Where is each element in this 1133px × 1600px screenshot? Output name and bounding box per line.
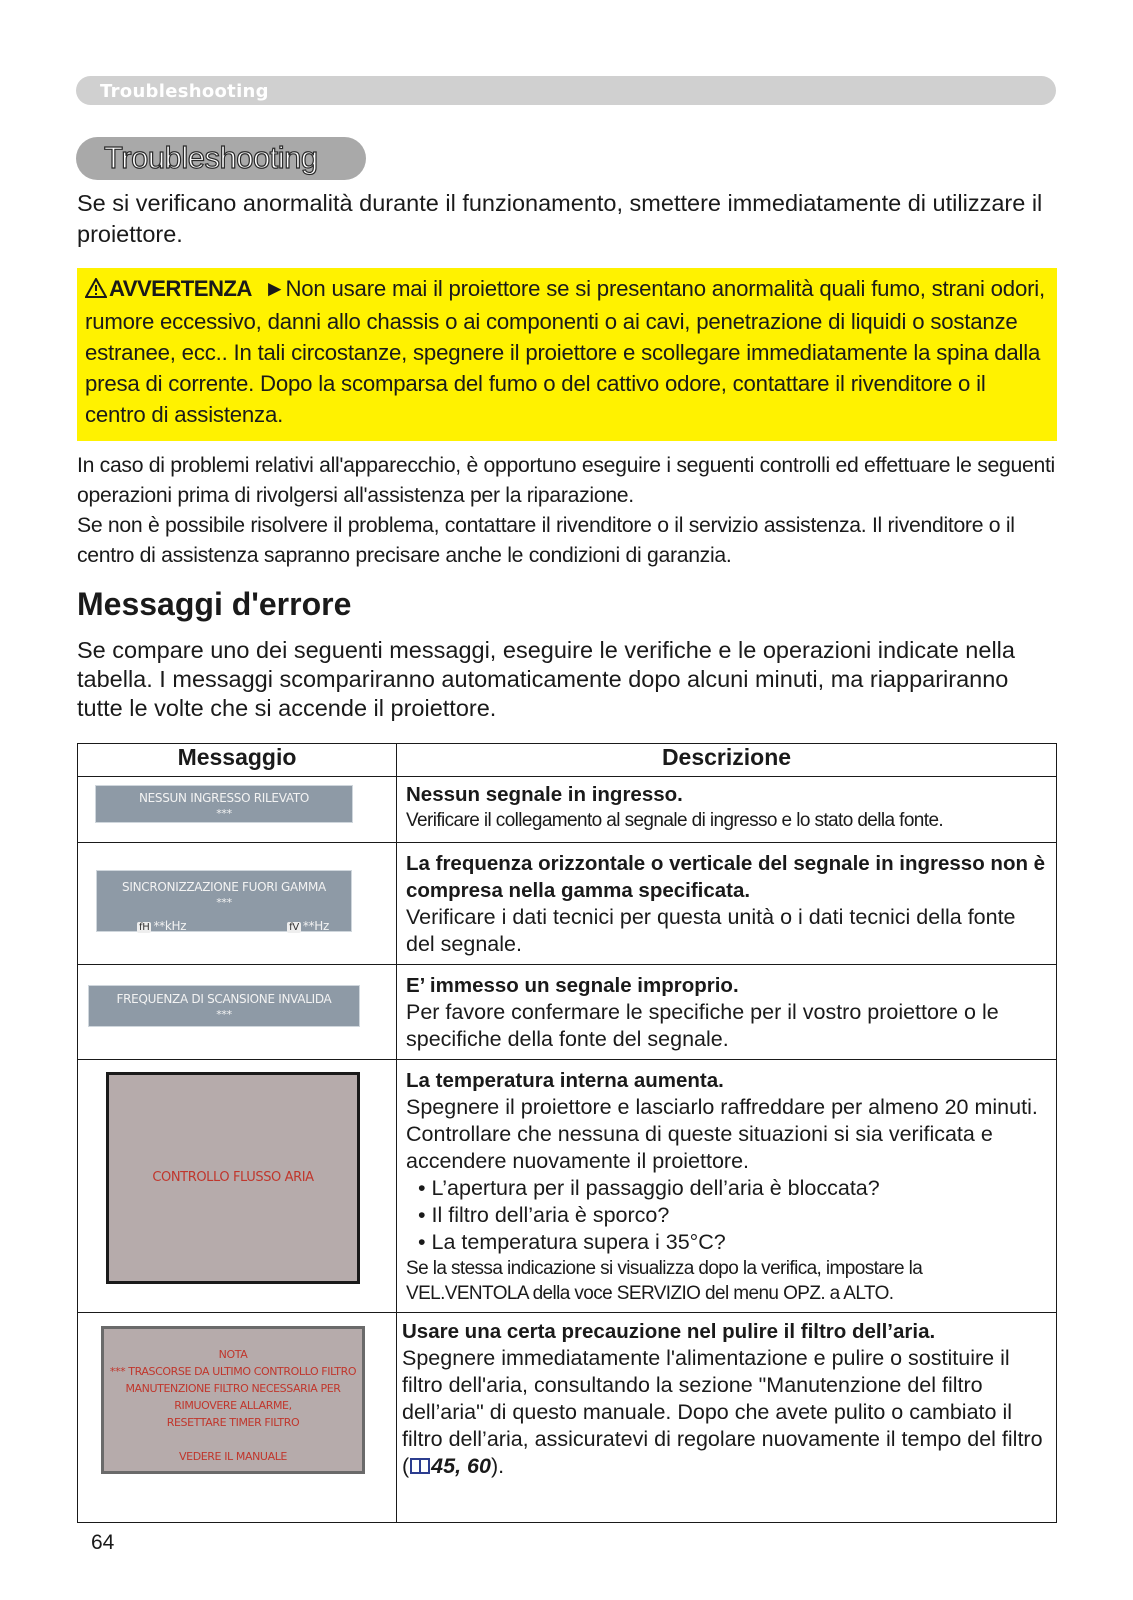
- osd-stars: ***: [216, 896, 232, 909]
- message-image-cell: [78, 843, 397, 965]
- description-title: Usare una certa precauzione nel pulire il filtro dell’aria.: [402, 1320, 936, 1343]
- description-body: Spegnere immediatamente l'alimentazione e pulire o sostituire il filtro dell'aria, consultando la sezione "Manutenzione del filtro dell’aria" di questo manuale. Dopo che avete pulito o cambiato il filtro dell’aria, assicuratevi di regolare nuovamente il tempo del filtro: [402, 1346, 1043, 1451]
- info-paragraph-2: Se non è possibile risolvere il problema, contattare il rivenditore o il servizio assistenza. Il rivenditore o il centro di assistenza sapranno precisare anche le condizioni di garanzia.: [77, 514, 1015, 567]
- page-number: 64: [91, 1531, 115, 1554]
- description-cell: [397, 777, 1057, 843]
- message-image-cell: [78, 1313, 397, 1523]
- description-cell: [397, 1060, 1057, 1313]
- description-text: [402, 1345, 1048, 1483]
- error-messages-table: [77, 743, 1057, 1523]
- description-title: E’ immesso un segnale improprio.: [406, 974, 739, 997]
- reference-pages: 45, 60: [431, 1454, 491, 1478]
- osd-text: SINCRONIZZAZIONE FUORI GAMMA: [122, 880, 326, 894]
- description-cell: [397, 965, 1057, 1060]
- description-title: La temperatura interna aumenta.: [406, 1069, 724, 1092]
- fv-badge: fV: [289, 922, 299, 933]
- description-text: Verificare i dati tecnici per questa unità o i dati tecnici della fonte del segnale.: [406, 905, 1016, 956]
- column-header-description: Descrizione: [397, 744, 1057, 777]
- table-row: [78, 843, 1057, 965]
- message-image-cell: [78, 1060, 397, 1313]
- message-image-cell: [78, 965, 397, 1060]
- osd-message-invalid-scan-frequency: [88, 985, 360, 1027]
- description-cell: [397, 1313, 1057, 1523]
- bullet-item: • L’apertura per il passaggio dell’aria è bloccata?: [418, 1176, 880, 1200]
- warning-icon: [85, 275, 107, 306]
- osd-line: *** TRASCORSE DA ULTIMO CONTROLLO FILTRO: [109, 1365, 357, 1378]
- book-icon: [409, 1456, 431, 1483]
- osd-line: RESETTARE TIMER FILTRO: [166, 1416, 300, 1429]
- table-row: [78, 1313, 1057, 1523]
- osd-fh: [137, 919, 186, 933]
- fv-value: **Hz: [302, 919, 329, 933]
- osd-line: [104, 1431, 362, 1448]
- bullet-item: • Il filtro dell’aria è sporco?: [418, 1203, 670, 1227]
- osd-text: NESSUN INGRESSO RILEVATO: [138, 791, 310, 805]
- table-row: [78, 965, 1057, 1060]
- description-text: Spegnere il proiettore e lasciarlo raffreddare per almeno 20 minuti. Controllare che nessuna di queste situazioni si sia verificata e accendere nuovamente il proiettore.: [406, 1095, 1038, 1173]
- reference: [402, 1454, 504, 1478]
- section-heading: Messaggi d'errore: [77, 586, 352, 622]
- table-header-row: [78, 744, 1057, 777]
- description-title: Nessun segnale in ingresso.: [406, 783, 683, 806]
- description-text: Verificare il collegamento al segnale di ingresso e lo stato della fonte.: [406, 810, 944, 831]
- description-cell: [397, 843, 1057, 965]
- table-row: [78, 1060, 1057, 1313]
- osd-stars: ***: [216, 807, 232, 820]
- osd-line: VEDERE IL MANUALE: [179, 1450, 287, 1463]
- ref-open: (: [402, 1454, 410, 1478]
- header-section-label: Troubleshooting: [100, 81, 269, 102]
- warning-box: [77, 268, 1057, 441]
- osd-text: CONTROLLO FLUSSO ARIA: [152, 1170, 314, 1185]
- warning-text: Non usare mai il proiettore se si presentano anormalità quali fumo, strani odori, rumore eccessivo, danni allo chassis o ai componenti o ai cavi, penetrazione di liquidi o sostanze estranee, ecc.. In tali circostanze, spegnere il proiettore e scollegare immediatamente la spina dalla presa di corrente. Dopo la scomparsa del fumo o del cattivo odore, contattare il rivenditore o il centro di assistenza.: [85, 276, 1045, 427]
- osd-message-filter-note: [101, 1326, 365, 1474]
- fh-value: **kHz: [153, 919, 187, 933]
- title-pill: [76, 137, 366, 180]
- osd-line: NOTA: [218, 1348, 248, 1361]
- header-bar: [76, 76, 1056, 105]
- osd-message-airflow: [106, 1072, 360, 1284]
- description-text: Per favore confermare le specifiche per il vostro proiettore o le specifiche della fonte del segnale.: [406, 1000, 999, 1051]
- ref-close: ).: [490, 1454, 505, 1478]
- osd-message-no-input: [95, 785, 353, 823]
- section-intro: Se compare uno dei seguenti messaggi, eseguire le verifiche e le operazioni indicate nella tabella. I messaggi scompariranno automaticamente dopo alcuni minuti, ma riappariranno tutte le volte che si accende il proiettore.: [77, 637, 1015, 721]
- message-image-cell: [78, 777, 397, 843]
- description-note: Se la stessa indicazione si visualizza dopo la verifica, impostare la VEL.VENTOLA della voce SERVIZIO del menu OPZ. a ALTO.: [406, 1258, 923, 1304]
- table-row: [78, 777, 1057, 843]
- warning-label: AVVERTENZA: [109, 276, 252, 301]
- osd-line: MANUTENZIONE FILTRO NECESSARIA PER: [125, 1382, 341, 1395]
- osd-line: RIMUOVERE ALLARME,: [174, 1399, 292, 1412]
- bullet-item: • La temperatura supera i 35°C?: [418, 1230, 726, 1254]
- info-paragraph: [77, 451, 1062, 571]
- osd-message-sync-out-of-range: [96, 870, 352, 932]
- info-paragraph-1: In caso di problemi relativi all'apparecchio, è opportuno eseguire i seguenti controlli ed effettuare le seguenti operazioni prima di rivolgersi all'assistenza per la riparazione.: [77, 454, 1055, 507]
- page-title: Troubleshooting: [104, 140, 318, 175]
- osd-fv: [287, 919, 329, 933]
- fh-badge: fH: [139, 922, 150, 933]
- column-header-message: Messaggio: [78, 744, 397, 777]
- osd-text: FREQUENZA DI SCANSIONE INVALIDA: [116, 992, 332, 1006]
- intro-paragraph: Se si verificano anormalità durante il funzionamento, smettere immediatamente di utilizzare il proiettore.: [77, 190, 1043, 247]
- osd-stars: ***: [216, 1008, 232, 1021]
- osd-frequencies: [97, 919, 351, 933]
- description-title: La frequenza orizzontale o verticale del segnale in ingresso non è compresa nella gamma specificata.: [406, 852, 1046, 902]
- warning-arrow: ►: [263, 276, 286, 301]
